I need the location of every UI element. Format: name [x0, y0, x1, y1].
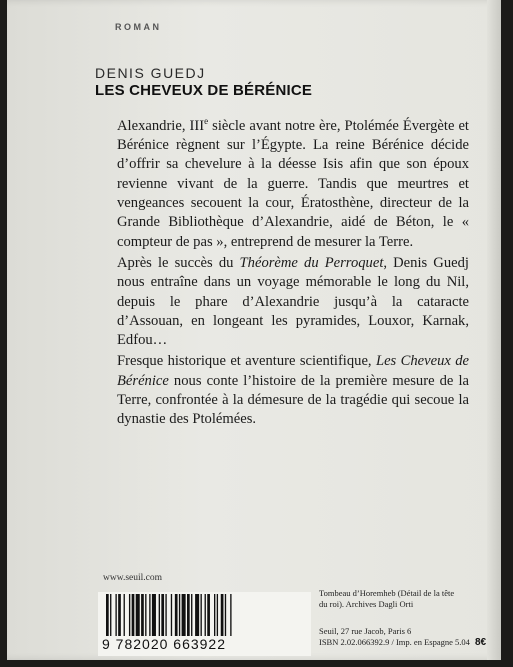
blurb-text: siècle avant notre ère, Ptolémée Évergète et Bérénice règnent sur l’Égypte. La reine Bérénice décide d’offrir sa chevelure à la déesse Isis afin que son époux revienne vivant de la guerre. Tandis que meurtres et vengeances secouent la cour, Ératosthène, directeur de la Grande Bibliothèque d’Alexandrie, aidé de Béton, le « compteur de pas », entreprend de mesurer la Terre.: [117, 117, 469, 250]
barcode-bar: [152, 594, 156, 636]
price: 8€: [475, 637, 487, 648]
barcode-bar: [124, 594, 125, 636]
book-back-cover: [7, 0, 501, 660]
barcode-bar: [195, 594, 199, 636]
barcode-bar: [129, 594, 130, 636]
blurb-paragraph-3: [117, 352, 469, 429]
image-credit: [319, 588, 499, 610]
blurb-text: Alexandrie,: [117, 117, 190, 134]
barcode-bar: [136, 594, 140, 636]
barcode-bar: [141, 594, 144, 636]
blurb-text: nous conte l’histoire de la première mesure de la Terre, confrontée à la démesure de la tragédie qui secoue la dynastie des Ptolémées.: [117, 372, 469, 428]
barcode-bar: [118, 594, 121, 636]
century-numeral: III: [189, 117, 205, 134]
blurb-paragraph-2: [117, 254, 469, 350]
century-suffix: e: [204, 116, 209, 126]
barcode-digits: 9 782020 663922: [102, 636, 226, 652]
barcode-bar: [161, 594, 164, 636]
publisher-address: Seuil, 27 rue Jacob, Paris 6: [319, 626, 412, 636]
barcode-bar: [110, 594, 111, 636]
blurb-text: , Denis Guedj nous entraîne dans un voyage mémorable le long du Nil, depuis le phare d’Alexandrie jusqu’à la cataracte d’Assouan, en longeant les pyramides, Louxor, Karnak, Edfou…: [117, 254, 469, 349]
blurb: [117, 112, 469, 432]
barcode-bar: [205, 594, 206, 636]
barcode-bar: [159, 594, 160, 636]
author-name: DENIS GUEDJ: [95, 65, 206, 81]
barcode-bar: [171, 594, 172, 636]
barcode-bar: [201, 594, 202, 636]
barcode-bar: [182, 594, 186, 636]
blurb-text: Fresque historique et aventure scientifique,: [117, 353, 376, 370]
publisher-url: www.seuil.com: [103, 573, 163, 583]
barcode-bar: [230, 594, 231, 636]
barcode-bar: [225, 594, 226, 636]
barcode-bar: [217, 594, 218, 636]
barcode-bar: [149, 594, 150, 636]
barcode-bar: [115, 594, 116, 636]
book-reference: Théorème du Perroquet: [239, 254, 384, 271]
barcode-bar: [214, 594, 215, 636]
barcode-bar: [207, 594, 210, 636]
barcode-bar: [145, 594, 146, 636]
cover-edge: [487, 0, 501, 660]
barcode-bar: [132, 594, 135, 636]
credit-line: Tombeau d’Horemheb (Détail de la tête: [319, 588, 455, 598]
barcode-bar: [106, 594, 109, 636]
book-reference: Les Cheveux de Bérénice: [117, 353, 469, 389]
genre-label: ROMAN: [115, 22, 162, 32]
barcode-bar: [191, 594, 192, 636]
book-title: LES CHEVEUX DE BÉRÉNICE: [95, 82, 313, 99]
barcode: [98, 592, 311, 656]
credit-line: du roi). Archives Dagli Orti: [319, 599, 414, 609]
blurb-text: Après le succès du: [117, 254, 240, 271]
barcode-bars: [106, 594, 304, 636]
barcode-bar: [175, 594, 178, 636]
barcode-bar: [165, 594, 166, 636]
barcode-bar: [187, 594, 190, 636]
barcode-bar: [221, 594, 224, 636]
barcode-bar: [179, 594, 180, 636]
isbn-line: ISBN 2.02.066392.9 / Imp. en Espagne 5.04: [319, 637, 470, 647]
blurb-paragraph-1: [117, 112, 469, 252]
publisher-info: [319, 626, 499, 648]
